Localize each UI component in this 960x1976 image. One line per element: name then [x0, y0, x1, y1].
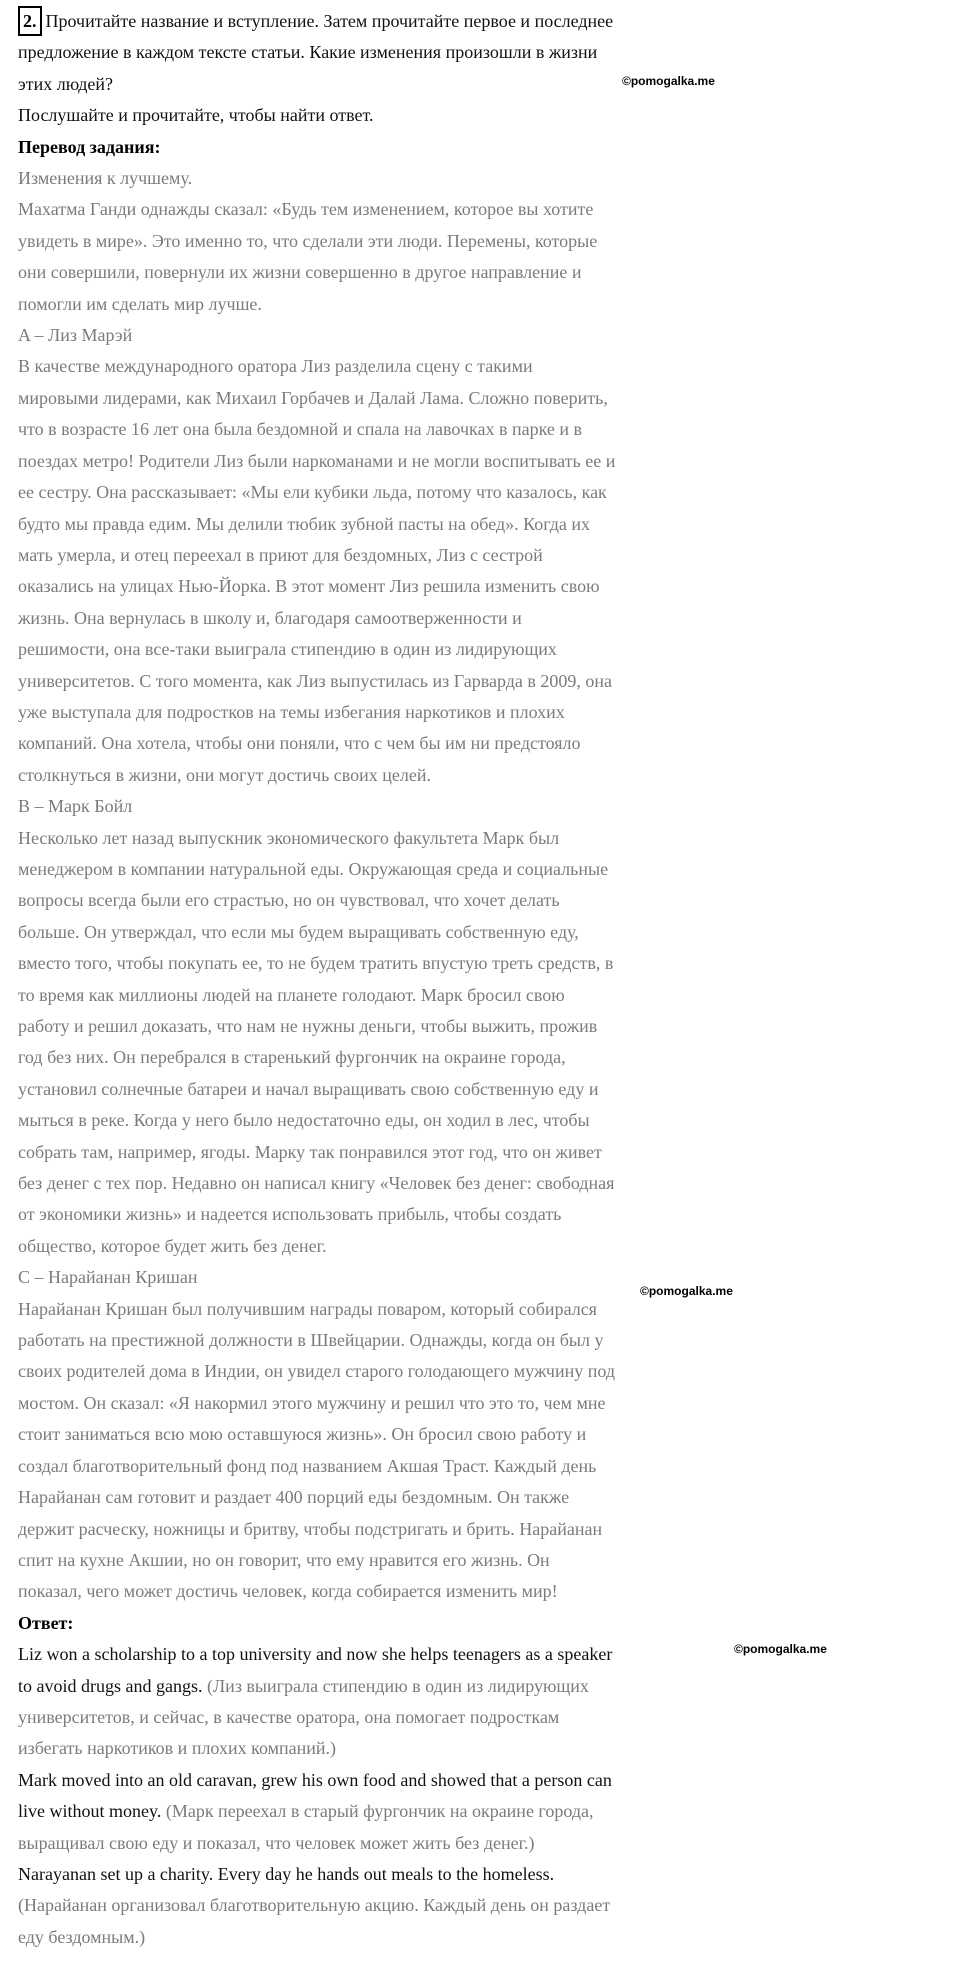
- translation-line: больше. Он утверждал, что если мы будем выращивать собственную еду,: [18, 921, 579, 942]
- task-number-box: 2.: [18, 6, 42, 36]
- translation-line: год без них. Он перебрался в старенький фургончик на окраине города,: [18, 1047, 566, 1068]
- watermark: ©pomogalka.me: [640, 1284, 733, 1298]
- translation-line: Нарайанан Кришан был получившим награды поваром, который собирался: [18, 1298, 597, 1319]
- answer-line: [18, 1702, 948, 1733]
- translation-line: установил солнечные батареи и начал выращивать свою собственную еду и: [18, 1078, 599, 1099]
- translation-line: компаний. Она хотела, чтобы они поняли, что с чем бы им ни предстояло: [18, 733, 581, 754]
- translation-line: спит на кухне Акшии, но он говорит, что ему нравится его жизнь. Он: [18, 1549, 550, 1570]
- answer-line: [18, 1671, 948, 1702]
- translation-line: вместо того, чтобы покупать ее, то не будем тратить впустую треть средств, в: [18, 953, 614, 974]
- translation-line: Нарайанан сам готовит и раздает 400 порций еды бездомным. Он также: [18, 1487, 570, 1508]
- answer-line: [18, 1733, 948, 1764]
- watermark: ©pomogalka.me: [734, 1642, 827, 1656]
- answer-english: to avoid drugs and gangs.: [18, 1675, 203, 1696]
- translation-line: работу и решил доказать, что нам не нужны деньги, чтобы выжить, прожив: [18, 1016, 598, 1036]
- translation-line: ее сестру. Она рассказывает: «Мы ели кубики льда, потому что казалось, как: [18, 482, 607, 503]
- translation-line: столкнуться в жизни, они могут достичь своих целей.: [18, 764, 432, 785]
- translation-line: от экономики жизнь» и надеется использовать прибыль, чтобы создать: [18, 1204, 562, 1225]
- answer-russian: (Нарайанан организовал благотворительную акцию. Каждый день он раздает: [18, 1895, 611, 1916]
- translation-line: стоит заниматься всю мою оставшуюся жизнь». Он бросил свою работу и: [18, 1424, 587, 1445]
- translation-line: без денег с тех пор. Недавно он написал книгу «Человек без денег: свободная: [18, 1173, 615, 1194]
- watermark: ©pomogalka.me: [622, 74, 715, 88]
- translation-line: Несколько лет назад выпускник экономического факультета Марк был: [18, 827, 560, 848]
- translation-line: будто мы правда едим. Мы делили тюбик зубной пасты на обед». Когда их: [18, 513, 591, 534]
- translation-line: они совершили, повернули их жизни совершенно в другое направление и: [18, 262, 582, 283]
- answer-heading: Ответ:: [18, 1612, 74, 1633]
- translation-line: В качестве международного оратора Лиз разделила сцену с такими: [18, 356, 533, 377]
- task-instruction-line: предложение в каждом тексте статьи. Какие изменения произошли в жизни: [18, 42, 598, 63]
- translation-line: университетов. С того момента, как Лиз выпустилась из Гарварда в 2009, она: [18, 670, 612, 691]
- answer-russian: еду бездомным.): [18, 1926, 146, 1947]
- task-instruction-line: Послушайте и прочитайте, чтобы найти ответ.: [18, 105, 374, 126]
- translation-line: создал благотворительный фонд под названием Акшая Траст. Каждый день: [18, 1455, 597, 1476]
- translation-line: мировыми лидерами, как Михаил Горбачев и Далай Лама. Сложно поверить,: [18, 387, 608, 408]
- task-instruction-line: этих людей?: [18, 73, 114, 94]
- translation-line: работать на престижной должности в Швейцарии. Однажды, когда он был у: [18, 1330, 604, 1351]
- translation-line: B – Марк Бойл: [18, 796, 133, 817]
- translation-heading: Перевод задания:: [18, 136, 161, 157]
- translation-line: оказались на улицах Нью-Йорка. В этот момент Лиз решила изменить свою: [18, 576, 600, 597]
- translation-line: собрать там, например, ягоды. Марку так понравился этот год, что он живет: [18, 1141, 602, 1162]
- translation-line: мать умерла, и отец переехал в приют для бездомных, Лиз с сестрой: [18, 544, 543, 565]
- answer-line: [18, 1922, 948, 1953]
- translation-line: A – Лиз Марэй: [18, 325, 133, 346]
- answer-text: [18, 1639, 948, 1953]
- answer-english: Narayanan set up a charity. Every day he hands out meals to the homeless.: [18, 1863, 555, 1884]
- translation-line: решимости, она все-таки выиграла стипендию в один из лидирующих: [18, 639, 557, 660]
- translation-line: увидеть в мире». Это именно то, что сделали эти люди. Перемены, которые: [18, 230, 598, 251]
- answer-english: live without money.: [18, 1801, 162, 1822]
- answer-russian: (Марк переехал в старый фургончик на окраине города,: [161, 1801, 594, 1822]
- translation-line: своих родителей дома в Индии, он увидел старого голодающего мужчину под: [18, 1361, 616, 1382]
- translation-line: Изменения к лучшему.: [18, 168, 193, 189]
- translation-line: держит расческу, ножницы и бритву, чтобы подстригать и брить. Нарайанан: [18, 1518, 603, 1539]
- answer-russian: университетов, и сейчас, в качестве оратора, она помогает подросткам: [18, 1706, 560, 1727]
- translation-line: C – Нарайанан Кришан: [18, 1267, 198, 1288]
- answer-line: [18, 1859, 948, 1890]
- answer-english: Liz won a scholarship to a top university and now she helps teenagers as a speaker: [18, 1644, 613, 1665]
- answer-line: [18, 1828, 948, 1859]
- translation-line: общество, которое будет жить без денег.: [18, 1235, 327, 1256]
- document-page: [18, 6, 948, 1953]
- answer-line: [18, 1796, 948, 1827]
- answer-russian: выращивал свою еду и показал, что человек может жить без денег.): [18, 1832, 535, 1853]
- task-instruction-line: 2. Прочитайте название и вступление. Затем прочитайте первое и последнее: [18, 6, 948, 37]
- translation-line: то время как миллионы людей на планете голодают. Марк бросил свою: [18, 984, 565, 1005]
- translation-line: помогли им сделать мир лучше.: [18, 293, 262, 314]
- translation-text: [18, 163, 948, 1608]
- translation-line: поездах метро! Родители Лиз были наркоманами и не могли воспитывать ее и: [18, 450, 616, 471]
- translation-line: мыться в реке. Когда у него было недостаточно еды, он ходил в лес, чтобы: [18, 1110, 590, 1131]
- answer-russian: (Лиз выиграла стипендию в один из лидирующих: [202, 1675, 589, 1696]
- answer-line: [18, 1765, 948, 1796]
- translation-line: менеджером в компании натуральной еды. Окружающая среда и социальные: [18, 858, 609, 879]
- answer-russian: избегать наркотиков и плохих компаний.): [18, 1738, 337, 1759]
- translation-line: Махатма Ганди однажды сказал: «Будь тем изменением, которое вы хотите: [18, 199, 594, 220]
- translation-line: жизнь. Она вернулась в школу и, благодаря самоотверженности и: [18, 607, 522, 628]
- translation-line: показал, чего может достичь человек, когда собирается изменить мир!: [18, 1581, 558, 1602]
- answer-line: [18, 1890, 948, 1921]
- translation-line: уже выступала для подростков на темы избегания наркотиков и плохих: [18, 701, 565, 722]
- translation-line: вопросы всегда были его страстью, но он чувствовал, что хочет делать: [18, 890, 560, 911]
- translation-line: что в возрасте 16 лет она была бездомной и спала на лавочках в парке и в: [18, 419, 583, 440]
- translation-line: мостом. Он сказал: «Я накормил этого мужчину и решил что это то, чем мне: [18, 1392, 606, 1413]
- answer-english: Mark moved into an old caravan, grew his own food and showed that a person can: [18, 1769, 612, 1790]
